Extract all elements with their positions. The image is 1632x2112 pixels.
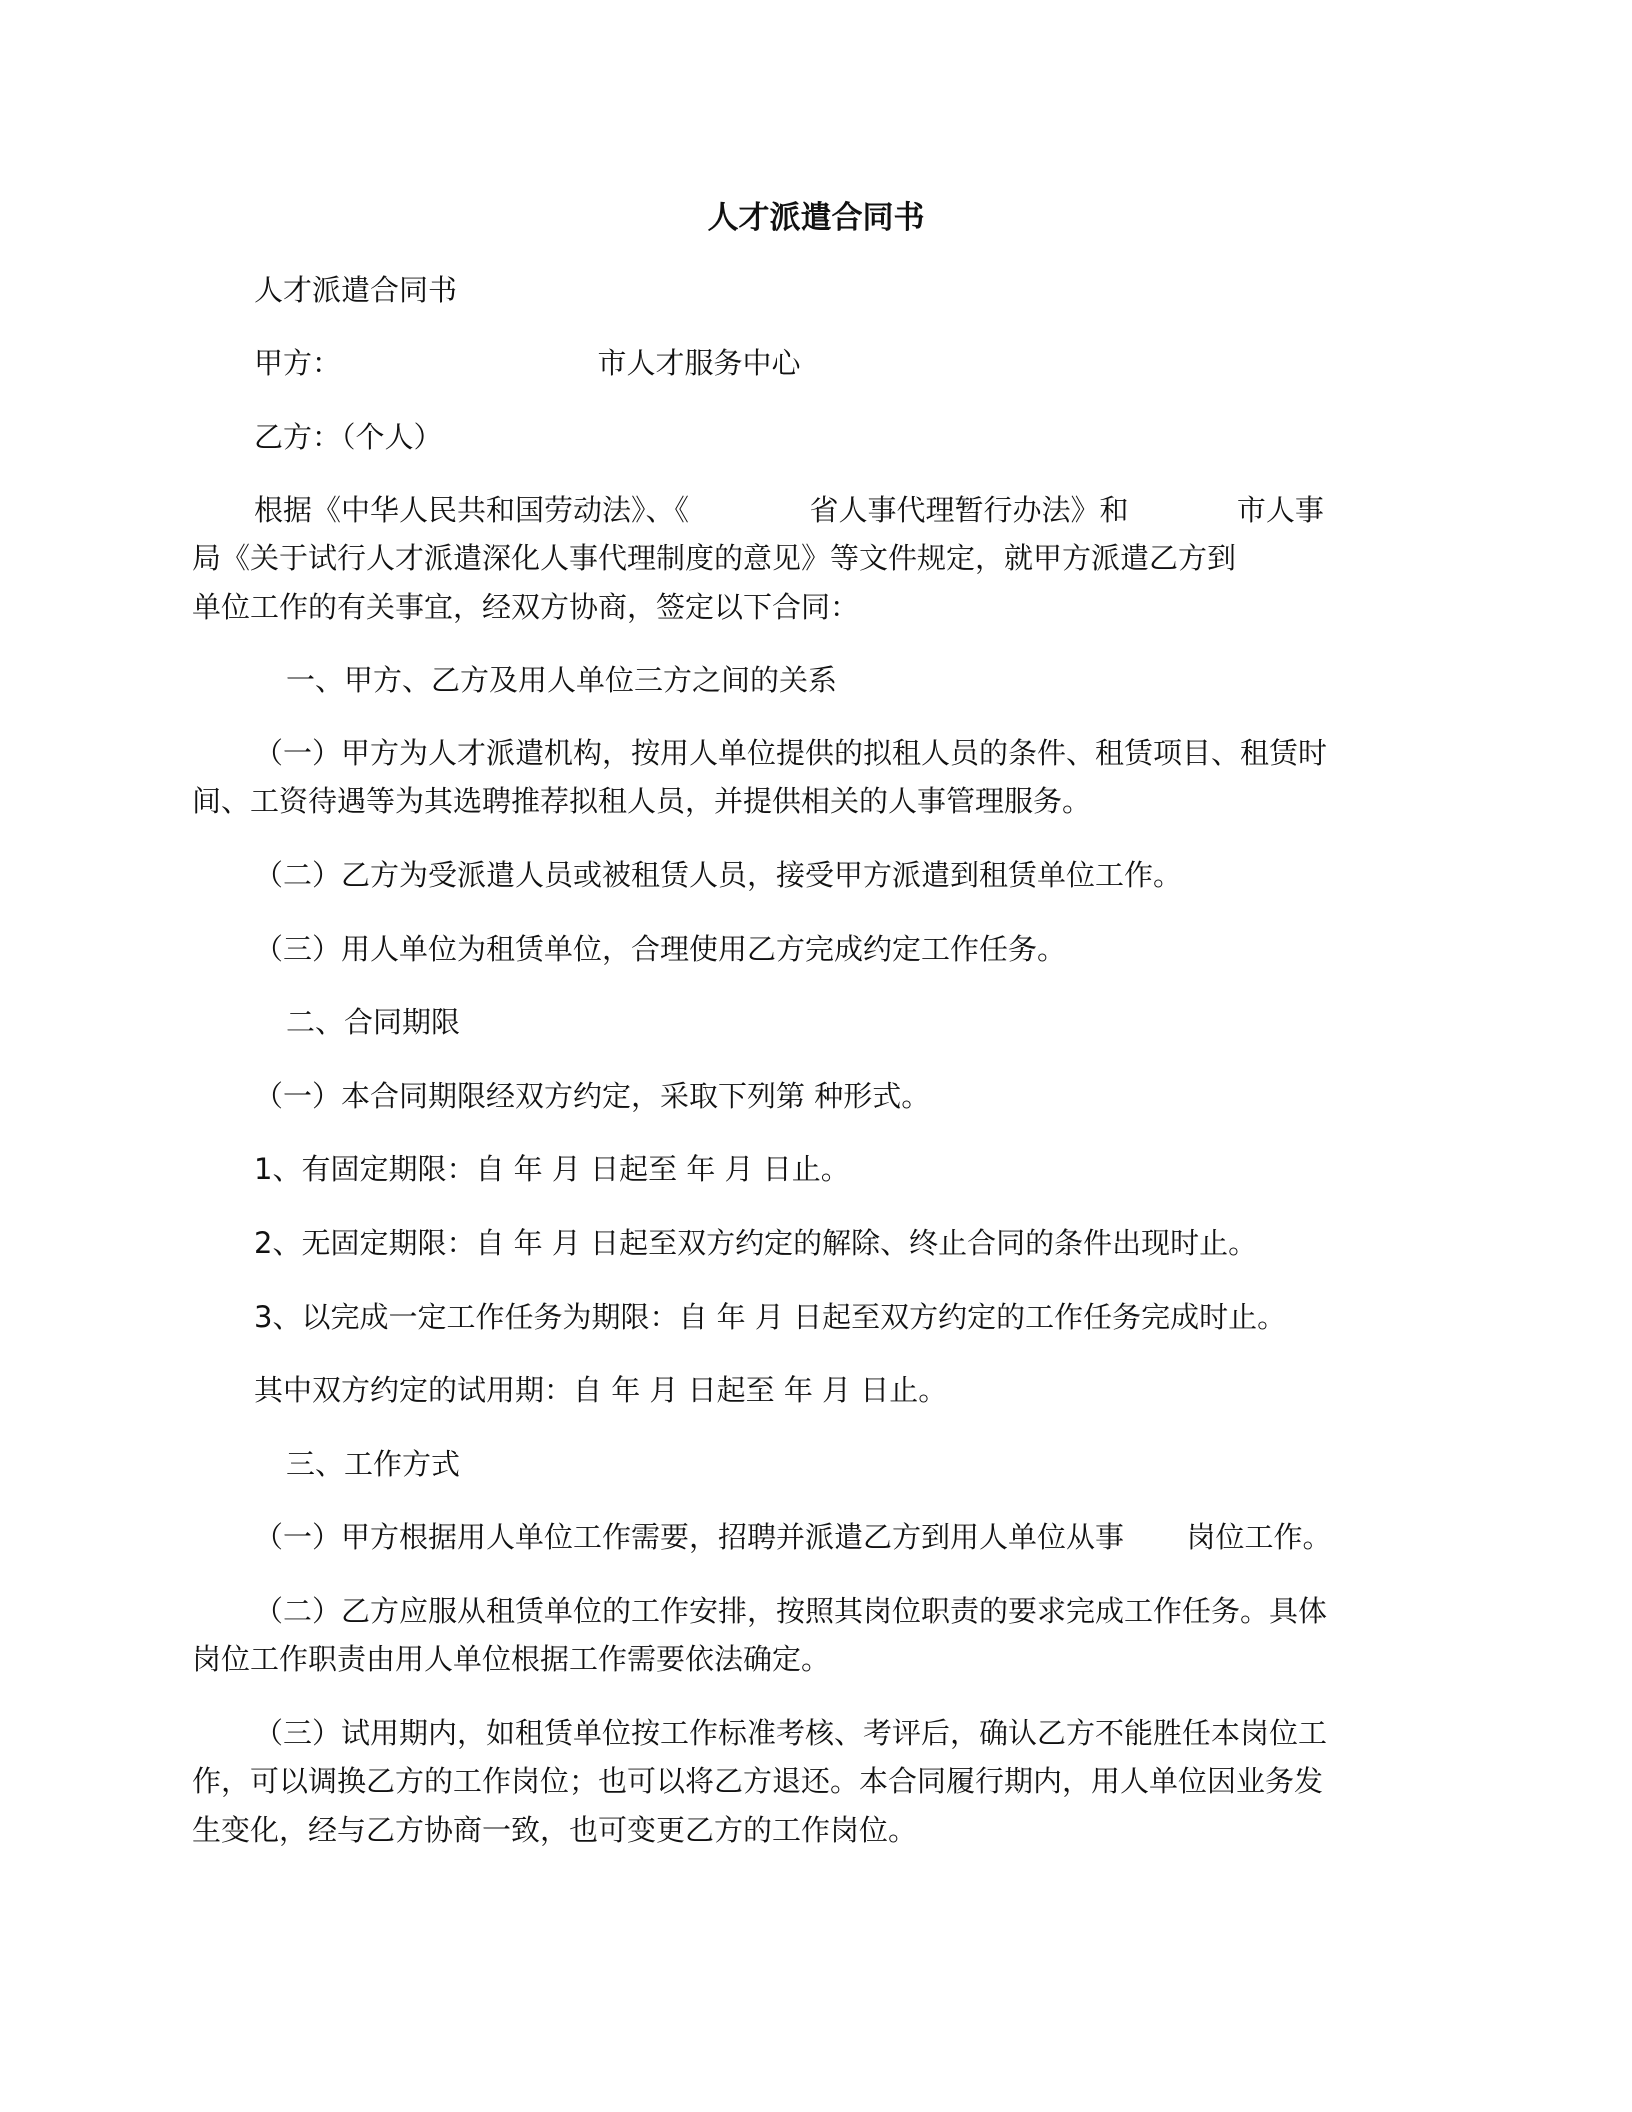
section-1-item-1-line-1: （一）甲方为人才派遣机构，按用人单位提供的拟租人员的条件、租赁项目、租赁时 [254, 736, 1328, 770]
preamble-line-1 [254, 490, 1324, 530]
preamble-part-2: 省人事代理暂行办法》和 [809, 493, 1129, 527]
party-a-line [254, 343, 800, 383]
section-3-heading: 三、工作方式 [286, 1447, 461, 1481]
document-subtitle: 人才派遣合同书 [254, 273, 458, 307]
section-1-item-1-line-2: 间、工资待遇等为其选聘推荐拟租人员，并提供相关的人事管理服务。 [192, 784, 1092, 818]
section-3-item-1-part-2: 岗位工作。 [1186, 1520, 1332, 1554]
section-3-item-3-line-1: （三）试用期内，如租赁单位按工作标准考核、考评后，确认乙方不能胜任本岗位工 [254, 1716, 1328, 1750]
document-title: 人才派遣合同书 [707, 200, 925, 236]
section-2-option-1: 1、有固定期限：自 年 月 日起至 年 月 日止。 [254, 1152, 850, 1186]
preamble-part-3: 市人事 [1236, 493, 1324, 527]
section-3-item-1 [254, 1517, 1331, 1557]
section-3-item-3-line-3: 生变化，经与乙方协商一致，也可变更乙方的工作岗位。 [192, 1813, 918, 1847]
section-2-option-3: 3、以完成一定工作任务为期限：自 年 月 日起至双方约定的工作任务完成时止。 [254, 1300, 1287, 1334]
section-3-item-3-line-2: 作，可以调换乙方的工作岗位；也可以将乙方退还。本合同履行期内，用人单位因业务发 [192, 1764, 1324, 1798]
section-3-item-1-part-1: （一）甲方根据用人单位工作需要，招聘并派遣乙方到用人单位从事 [254, 1520, 1125, 1554]
section-3-item-2-line-1: （二）乙方应服从租赁单位的工作安排，按照其岗位职责的要求完成工作任务。具体 [254, 1594, 1328, 1628]
party-a-value: 市人才服务中心 [597, 346, 801, 380]
section-2-option-2: 2、无固定期限：自 年 月 日起至双方约定的解除、终止合同的条件出现时止。 [254, 1226, 1258, 1260]
section-2-probation: 其中双方约定的试用期：自 年 月 日起至 年 月 日止。 [254, 1373, 948, 1407]
section-3-item-2-line-2: 岗位工作职责由用人单位根据工作需要依法确定。 [192, 1642, 831, 1676]
section-1-item-3: （三）用人单位为租赁单位，合理使用乙方完成约定工作任务。 [254, 932, 1067, 966]
preamble-line-3: 单位工作的有关事宜，经双方协商，签定以下合同： [192, 590, 860, 624]
preamble-line-2: 局《关于试行人才派遣深化人事代理制度的意见》等文件规定，就甲方派遣乙方到 [192, 541, 1237, 575]
section-1-heading: 一、甲方、乙方及用人单位三方之间的关系 [286, 663, 838, 697]
section-2-item-1: （一）本合同期限经双方约定，采取下列第 种形式。 [254, 1079, 931, 1113]
party-a-label: 甲方： [254, 346, 342, 380]
section-2-heading: 二、合同期限 [286, 1005, 461, 1039]
party-b-line: 乙方：（个人） [254, 420, 443, 454]
section-1-item-2: （二）乙方为受派遣人员或被租赁人员，接受甲方派遣到租赁单位工作。 [254, 858, 1183, 892]
preamble-part-1: 根据《中华人民共和国劳动法》、《 [254, 493, 690, 527]
